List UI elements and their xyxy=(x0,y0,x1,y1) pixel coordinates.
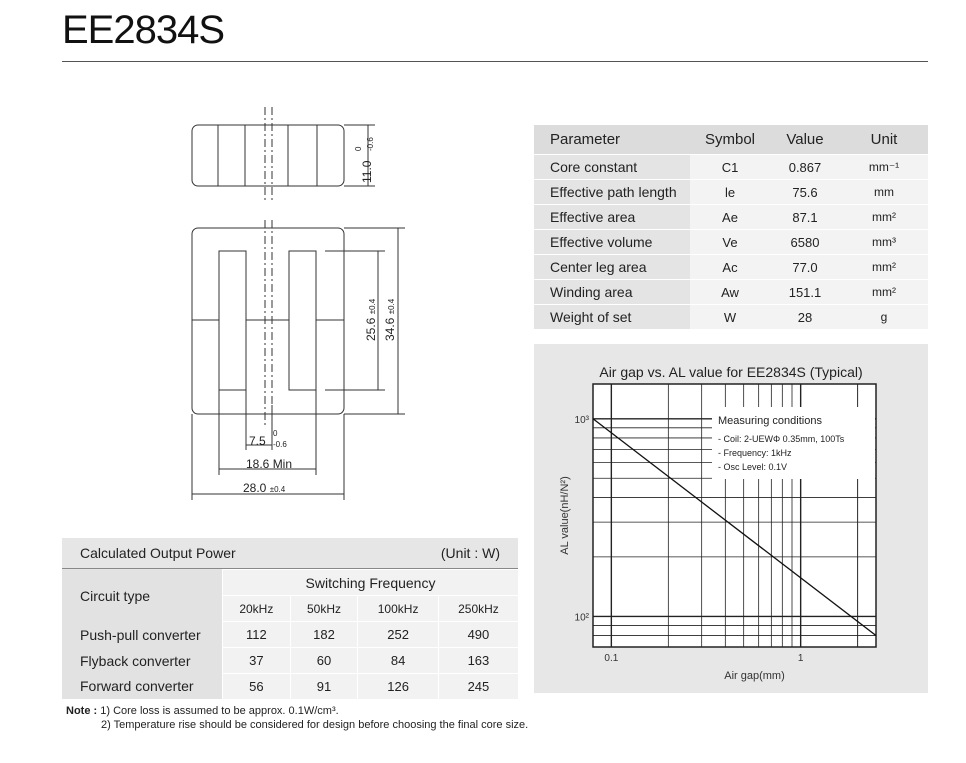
power-value: 126 xyxy=(358,674,439,700)
power-value: 245 xyxy=(438,674,518,700)
freq-header: 20kHz xyxy=(223,596,291,622)
header-parameter: Parameter xyxy=(534,125,690,155)
power-value: 56 xyxy=(223,674,291,700)
annotation-line: - Osc Level: 0.1V xyxy=(718,462,788,472)
param-name: Effective area xyxy=(534,205,690,230)
switching-frequency-label: Switching Frequency xyxy=(223,570,519,596)
power-value: 37 xyxy=(223,648,291,674)
circuit-name: Push-pull converter xyxy=(62,622,223,648)
param-name: Effective volume xyxy=(534,230,690,255)
x-tick-label: 1 xyxy=(797,653,804,664)
table-row xyxy=(534,280,928,305)
overall-width-label: 28.0 ±0.4 xyxy=(243,481,286,495)
chart-title: Air gap vs. AL value for EE2834S (Typical) xyxy=(599,364,863,380)
param-name: Core constant xyxy=(534,155,690,180)
top-view-outline xyxy=(192,125,344,186)
y-tick-label: 10² xyxy=(574,612,589,624)
circuit-name: Forward converter xyxy=(62,674,223,700)
param-unit: mm² xyxy=(840,205,928,230)
annotation-line: - Frequency: 1kHz xyxy=(718,448,792,458)
param-unit: mm² xyxy=(840,280,928,305)
circuit-name: Flyback converter xyxy=(62,648,223,674)
param-symbol: Ae xyxy=(690,205,770,230)
power-value: 163 xyxy=(438,648,518,674)
svg-text:0: 0 xyxy=(273,429,278,438)
param-unit: g xyxy=(840,305,928,330)
table-row xyxy=(534,180,928,205)
output-power-unit: (Unit : W) xyxy=(440,545,500,561)
power-value: 112 xyxy=(223,622,291,648)
output-power-header xyxy=(62,538,518,569)
top-height-label: 11.0 xyxy=(360,160,374,183)
param-value: 87.1 xyxy=(770,205,840,230)
param-value: 6580 xyxy=(770,230,840,255)
table-row xyxy=(534,205,928,230)
power-value: 60 xyxy=(290,648,358,674)
param-symbol: C1 xyxy=(690,155,770,180)
table-row xyxy=(62,648,518,674)
header-value: Value xyxy=(770,125,840,155)
param-value: 151.1 xyxy=(770,280,840,305)
param-value: 0.867 xyxy=(770,155,840,180)
core-drawing xyxy=(175,105,425,505)
table-row xyxy=(534,305,928,330)
param-symbol: W xyxy=(690,305,770,330)
al-chart-panel xyxy=(534,344,928,693)
param-name: Weight of set xyxy=(534,305,690,330)
header-unit: Unit xyxy=(840,125,928,155)
y-axis-label: AL value(nH/N²) xyxy=(559,476,571,555)
circuit-type-label: Circuit type xyxy=(62,570,223,622)
param-name: Winding area xyxy=(534,280,690,305)
output-power-table xyxy=(62,538,518,699)
power-value: 252 xyxy=(358,622,439,648)
outer-height-label: 34.6 ±0.4 xyxy=(383,298,397,341)
annotation-heading: Measuring conditions xyxy=(718,415,822,427)
y-tick-label: 10³ xyxy=(574,414,589,426)
front-view-outline xyxy=(192,228,344,414)
param-name: Effective path length xyxy=(534,180,690,205)
note-label: Note : xyxy=(66,705,98,717)
param-unit: mm³ xyxy=(840,230,928,255)
center-width-label: 7.5 xyxy=(249,434,266,448)
svg-text:0: 0 xyxy=(354,146,363,151)
param-value: 75.6 xyxy=(770,180,840,205)
param-value: 77.0 xyxy=(770,255,840,280)
freq-header: 100kHz xyxy=(358,596,439,622)
x-tick-label: 0.1 xyxy=(604,653,619,664)
param-value: 28 xyxy=(770,305,840,330)
table-row xyxy=(534,155,928,180)
window-width-label: 18.6 Min xyxy=(246,457,293,471)
inner-height-label: 25.6 ±0.4 xyxy=(364,298,378,341)
power-value: 91 xyxy=(290,674,358,700)
svg-text:-0.6: -0.6 xyxy=(366,137,375,151)
note-line-2: 2) Temperature rise should be considered for design before choosing the final core size. xyxy=(101,719,529,731)
table-row xyxy=(62,674,518,700)
page-title: EE2834S xyxy=(62,8,225,52)
freq-header: 250kHz xyxy=(438,596,518,622)
param-symbol: Aw xyxy=(690,280,770,305)
table-row xyxy=(62,622,518,648)
table-row xyxy=(534,255,928,280)
svg-text:-0.6: -0.6 xyxy=(273,440,287,449)
parameter-table xyxy=(534,125,928,329)
note-line-1: 1) Core loss is assumed to be approx. 0.1W/cm³. xyxy=(100,705,339,717)
annotation-line: - Coil: 2-UEWΦ 0.35mm, 100Ts xyxy=(718,434,845,444)
title-divider xyxy=(62,61,928,62)
power-value: 84 xyxy=(358,648,439,674)
param-symbol: le xyxy=(690,180,770,205)
param-symbol: Ac xyxy=(690,255,770,280)
param-unit: mm² xyxy=(840,255,928,280)
parameter-table-header xyxy=(534,125,928,155)
freq-header: 50kHz xyxy=(290,596,358,622)
param-name: Center leg area xyxy=(534,255,690,280)
notes xyxy=(66,704,528,732)
param-symbol: Ve xyxy=(690,230,770,255)
output-power-title: Calculated Output Power xyxy=(80,545,236,561)
power-value: 490 xyxy=(438,622,518,648)
header-symbol: Symbol xyxy=(690,125,770,155)
param-unit: mm xyxy=(840,180,928,205)
power-value: 182 xyxy=(290,622,358,648)
al-chart xyxy=(534,344,928,693)
x-axis-label: Air gap(mm) xyxy=(724,670,785,682)
param-unit: mm⁻¹ xyxy=(840,155,928,180)
table-row xyxy=(534,230,928,255)
